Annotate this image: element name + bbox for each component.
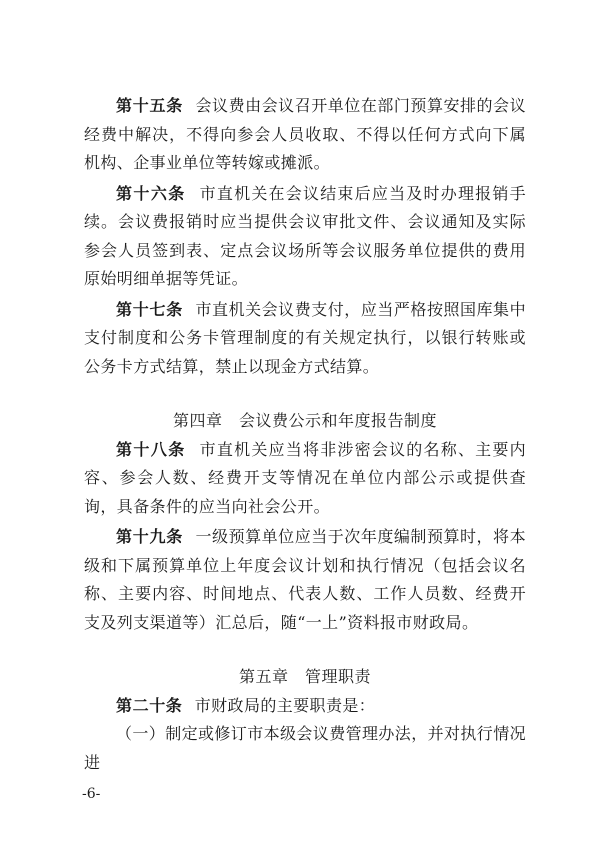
article-text: 市直机关会议费支付，应当严格按照国库集中支付制度和公务卡管理制度的有关规定执行，以银行转账或公务卡方式结算，禁止以现金方式结算。 [84,299,526,376]
article-15 [84,92,526,178]
document-body [84,92,526,777]
article-19 [84,523,526,637]
article-18 [84,436,526,522]
page-number: -6- [82,786,101,802]
article-number: 第十九条 [116,527,183,546]
article-20 [84,692,526,721]
article-17 [84,296,526,382]
spacer [84,637,526,663]
article-text: 市财政局的主要职责是： [194,695,376,715]
article-16 [84,180,526,294]
article-text: 会议费由会议召开单位在部门预算安排的会议经费中解决，不得向参会人员收取、不得以任何方式向下属机构、企事业单位等转嫁或摊派。 [84,96,526,172]
article-number: 第二十条 [116,695,183,715]
chapter-5-heading: 第五章 管理职责 [238,667,371,686]
spacer [84,381,526,407]
article-number: 第十八条 [116,439,186,459]
clause-1 [84,720,526,777]
chapter-4-heading: 第四章 会议费公示和年度报告制度 [172,411,437,430]
article-text: 市直机关应当将非涉密会议的名称、主要内容、参会人数、经费开支等情况在单位内部公示或提供查询，具备条件的应当向社会公开。 [84,439,527,516]
article-number: 第十七条 [116,299,183,319]
article-text: 市直机关在会议结束后应当及时办理报销手续。会议费报销时应当提供会议审批文件、会议通知及实际参会人员签到表、定点会议场所等会议服务单位提供的费用原始明细单据等凭证。 [84,183,527,288]
article-text: 一级预算单位应当于次年度编制预算时，将本级和下属预算单位上年度会议计划和执行情况（包括会议名称、主要内容、时间地点、代表人数、工作人员数、经费开支及列支渠道等）汇总后，随“一上”资料报市财政局。 [84,527,526,632]
article-number: 第十五条 [116,96,183,115]
clause-text: （一）制定或修订市本级会议费管理办法，并对执行情况进 [84,724,527,772]
article-number: 第十六条 [116,183,186,203]
